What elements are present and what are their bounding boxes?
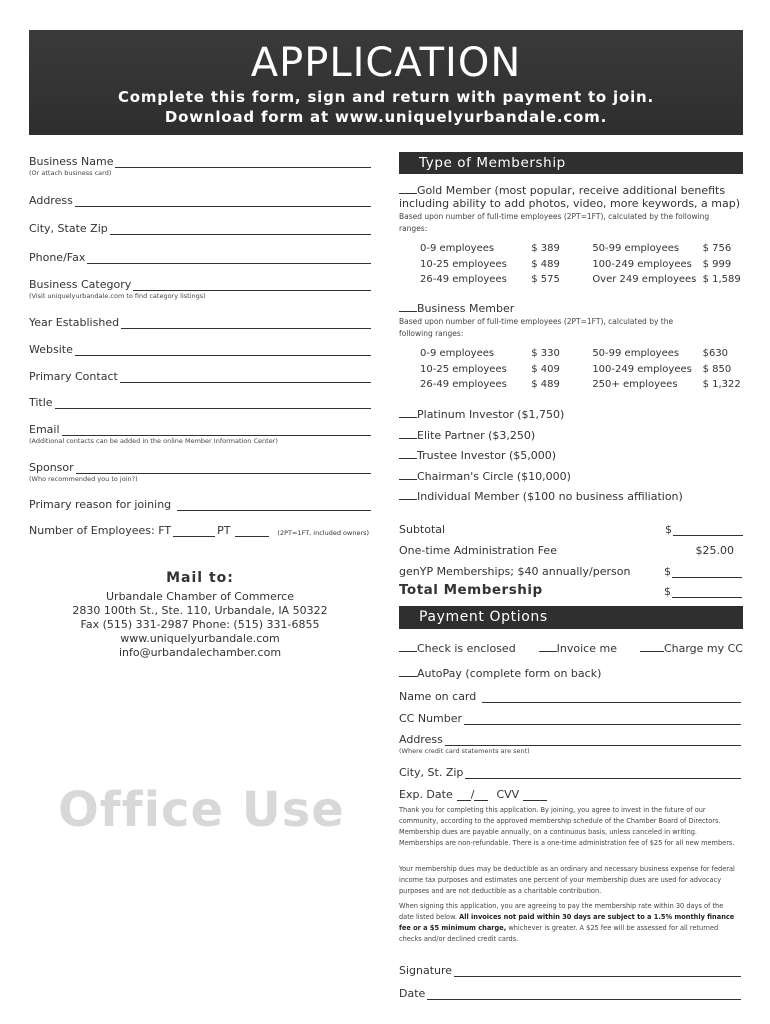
charge-cc-option[interactable] — [640, 642, 743, 655]
header-instructions: Complete this form, sign and return with payment to join. — [117, 88, 655, 106]
employees-ft-label: Number of Employees: FT — [29, 524, 172, 537]
rate-range: 50-99 employees — [592, 348, 680, 360]
terms-paragraph: Thank you for completing this application. By joining, you agree to invest in the future of our community, according to the approved membership schedule of the Chamber Board of Directors. Membership dues are payable annually, on a continuous basis, unless canceled in writing. Memberships are non-refundable. There is a one-time administration fee of $25 for all new members. — [399, 806, 735, 847]
date-label: Date — [399, 987, 426, 1000]
city-state-zip-label: City, State Zip — [29, 222, 108, 235]
admin-fee-label: One-time Administration Fee — [399, 544, 557, 557]
rate-price: $ 1,322 — [702, 379, 741, 391]
signature-label: Signature — [399, 964, 453, 977]
gold-member-option[interactable] — [399, 184, 743, 210]
signature-field[interactable] — [399, 963, 741, 977]
date-line[interactable] — [427, 990, 741, 1000]
platinum-label: Platinum Investor ($1,750) — [417, 408, 565, 421]
exp-year-line[interactable] — [474, 791, 488, 801]
primary-reason-line[interactable] — [177, 501, 371, 511]
business-name-label: Business Name — [29, 155, 114, 168]
subtotal-row[interactable] — [399, 523, 742, 536]
website-field[interactable] — [29, 342, 371, 356]
rate-range: Over 249 employees — [592, 274, 697, 286]
rate-row — [420, 346, 742, 362]
name-on-card-line[interactable] — [482, 693, 741, 703]
rate-price: $ 1,589 — [702, 274, 741, 286]
gold-member-label: Gold Member (most popular, receive additional benefits including ability to add photos, video, more keywords, a map) — [399, 184, 741, 210]
business-category-hint: (Visit uniquelyurbandale.com to find category listings) — [29, 292, 206, 300]
billing-city-field[interactable] — [399, 765, 741, 779]
autopay-label: AutoPay (complete form on back) — [417, 667, 602, 680]
rate-price: $ 999 — [702, 258, 732, 270]
cvv-label: CVV — [496, 788, 520, 801]
header-banner — [29, 30, 743, 135]
billing-address-line[interactable] — [445, 736, 741, 746]
billing-address-field[interactable] — [399, 732, 741, 755]
employees-pt-line[interactable] — [235, 527, 269, 537]
business-member-option[interactable] — [399, 302, 743, 315]
mail-to-title: Mail to: — [166, 570, 234, 586]
sponsor-field[interactable] — [29, 460, 371, 483]
payment-method-options — [399, 642, 743, 655]
payment-terms-text: When signing this application, you are agreeing to pay the membership rate within 30 days of the date listed below. — [399, 902, 724, 921]
rate-row — [420, 362, 742, 378]
primary-contact-label: Primary Contact — [29, 370, 118, 383]
gold-rate-table — [420, 241, 742, 288]
rate-range: 26-49 employees — [420, 274, 507, 286]
billing-city-line[interactable] — [465, 769, 741, 779]
dollar-sign: $ — [664, 565, 671, 578]
primary-contact-field[interactable] — [29, 369, 371, 383]
tax-paragraph: Your membership dues may be deductible as an ordinary and necessary business expense for federal income tax purposes and estimates one percent of your membership dues are used for advocacy purposes and are not deductible as a charitable contribution. — [399, 865, 735, 895]
primary-contact-line[interactable] — [120, 373, 371, 383]
rate-price: $ 389 — [531, 243, 560, 255]
signature-line[interactable] — [454, 967, 741, 977]
rate-price: $ 575 — [531, 274, 560, 286]
email-hint: (Additional contacts can be added in the online Member Information Center) — [29, 437, 278, 445]
city-state-zip-field[interactable] — [29, 221, 371, 235]
business-rate-table — [420, 346, 742, 393]
name-on-card-field[interactable] — [399, 689, 741, 703]
rate-range: 100-249 employees — [592, 363, 692, 375]
check-label: Check is enclosed — [417, 642, 516, 655]
total-row[interactable] — [399, 582, 742, 598]
individual-checkbox-line[interactable] — [399, 491, 417, 500]
elite-label: Elite Partner ($3,250) — [417, 429, 536, 442]
membership-heading: Type of Membership — [399, 152, 743, 174]
platinum-investor-option[interactable] — [399, 408, 564, 421]
title-line[interactable] — [55, 399, 371, 409]
address-label: Address — [29, 194, 73, 207]
phone-fax-field[interactable] — [29, 250, 371, 264]
total-label: Total Membership — [399, 582, 543, 598]
check-checkbox-line[interactable] — [399, 643, 417, 652]
title-label: Title — [29, 396, 53, 409]
business-member-note: Based upon number of full-time employees (2PT=1FT), calculated by the following ranges: — [399, 317, 674, 338]
trustee-investor-option[interactable] — [399, 449, 556, 462]
email-label: Email — [29, 423, 60, 436]
date-field[interactable] — [399, 986, 741, 1000]
exp-month-line[interactable] — [457, 791, 471, 801]
rate-price: $ 489 — [531, 258, 560, 270]
chairmans-circle-option[interactable] — [399, 470, 571, 483]
billing-address-hint: (Where credit card statements are sent) — [399, 747, 530, 755]
genyp-line[interactable] — [672, 569, 742, 578]
sponsor-label: Sponsor — [29, 461, 74, 474]
exp-date-label: Exp. Date — [399, 788, 453, 801]
email-field[interactable] — [29, 422, 371, 445]
mail-website: www.uniquelyurbandale.com — [120, 632, 280, 645]
year-established-line[interactable] — [121, 319, 371, 329]
rate-range: 50-99 employees — [592, 243, 680, 255]
employees-note: (2PT=1FT, included owners) — [277, 529, 370, 537]
cc-number-line[interactable] — [464, 715, 741, 725]
business-category-label: Business Category — [29, 278, 132, 291]
payment-heading: Payment Options — [399, 606, 743, 629]
rate-range: 10-25 employees — [420, 258, 507, 270]
rate-row — [420, 377, 742, 393]
employees-field[interactable] — [29, 524, 374, 537]
exp-cvv-field[interactable]: Exp. Date / CVV — [399, 787, 599, 801]
autopay-checkbox-line[interactable] — [399, 668, 417, 677]
phone-fax-line[interactable] — [87, 254, 371, 264]
sponsor-hint: (Who recommended you to join?) — [29, 475, 138, 483]
dollar-sign: $ — [664, 585, 671, 598]
rate-range: 250+ employees — [592, 379, 678, 391]
individual-member-option[interactable] — [399, 490, 683, 503]
address-line[interactable] — [75, 197, 371, 207]
returned-check-text: whichever is greater. A $25 fee will be assessed for all returned checks and/or declined credit cards. — [399, 923, 719, 943]
primary-reason-field[interactable] — [29, 497, 371, 511]
business-name-hint: (Or attach business card) — [29, 169, 112, 177]
cc-number-label: CC Number — [399, 712, 463, 725]
rate-range: 100-249 employees — [592, 258, 692, 270]
invoice-option[interactable] — [539, 642, 617, 655]
charge-checkbox-line[interactable] — [640, 643, 664, 652]
elite-checkbox-line[interactable] — [399, 430, 417, 439]
city-state-zip-line[interactable] — [110, 225, 371, 235]
business-category-line[interactable] — [133, 281, 371, 291]
title-field[interactable] — [29, 395, 371, 409]
mail-address-line: Urbandale Chamber of Commerce — [106, 590, 294, 603]
rate-price: $ 850 — [702, 363, 732, 375]
genyp-label: genYP Memberships; $40 annually/person — [399, 565, 631, 578]
website-label: Website — [29, 343, 73, 356]
finance-fee-text: All invoices not paid within 30 days are subject to a 1.5% monthly finance fee or a $5 minimum charge, — [399, 912, 735, 932]
platinum-checkbox-line[interactable] — [399, 409, 417, 418]
sponsor-line[interactable] — [76, 464, 371, 474]
employees-pt-label: PT — [217, 524, 231, 537]
invoice-label: Invoice me — [556, 642, 617, 655]
business-name-field[interactable] — [29, 154, 371, 177]
primary-reason-label: Primary reason for joining — [29, 498, 172, 511]
rate-range: 10-25 employees — [420, 363, 507, 375]
billing-city-label: City, St. Zip — [399, 766, 464, 779]
individual-label: Individual Member ($100 no business affiliation) — [417, 490, 683, 503]
elite-partner-option[interactable] — [399, 429, 535, 442]
business-member-checkbox-line[interactable] — [399, 303, 417, 312]
cc-number-field[interactable] — [399, 711, 741, 725]
admin-fee-amount: $25.00 — [695, 544, 734, 557]
email-line[interactable] — [62, 426, 371, 436]
genyp-row[interactable] — [399, 565, 742, 578]
subtotal-line[interactable] — [673, 527, 743, 536]
chairmans-checkbox-line[interactable] — [399, 471, 417, 480]
admin-fee-row — [399, 544, 742, 557]
year-established-field[interactable] — [29, 315, 371, 329]
mail-address-line: 2830 100th St., Ste. 110, Urbandale, IA 50322 — [72, 604, 328, 617]
rate-price: $ 330 — [531, 348, 560, 360]
rate-price: $ 489 — [531, 379, 560, 391]
rate-range: 26-49 employees — [420, 379, 507, 391]
page-title: APPLICATION — [250, 40, 522, 86]
mail-contact-line: Fax (515) 331-2987 Phone: (515) 331-6855 — [80, 618, 320, 631]
billing-address-label: Address — [399, 733, 443, 746]
name-on-card-label: Name on card — [399, 690, 477, 703]
rate-price: $ 756 — [702, 243, 732, 255]
rate-range: 0-9 employees — [420, 348, 495, 360]
payment-terms-paragraph — [399, 901, 739, 945]
dollar-sign: $ — [665, 523, 672, 536]
office-use-watermark: Office Use — [58, 782, 345, 838]
rate-range: 0-9 employees — [420, 243, 495, 255]
business-category-field[interactable] — [29, 277, 371, 300]
mail-to-block — [29, 570, 371, 660]
business-member-label: Business Member — [417, 302, 515, 315]
business-name-line[interactable] — [115, 158, 371, 168]
website-line[interactable] — [75, 346, 371, 356]
cvv-line[interactable] — [523, 791, 547, 801]
employees-ft-line[interactable] — [173, 527, 215, 537]
rate-price: $630 — [702, 348, 729, 360]
phone-fax-label: Phone/Fax — [29, 251, 86, 264]
mail-email: info@urbandalechamber.com — [118, 646, 282, 659]
invoice-checkbox-line[interactable] — [539, 643, 557, 652]
year-established-label: Year Established — [29, 316, 120, 329]
rate-row — [420, 241, 742, 257]
rate-row — [420, 272, 742, 288]
autopay-option[interactable] — [399, 667, 601, 680]
address-field[interactable] — [29, 193, 371, 207]
gold-member-checkbox-line[interactable] — [399, 185, 417, 194]
rate-row — [420, 257, 742, 273]
charge-label: Charge my CC — [663, 642, 743, 655]
gold-member-note: Based upon number of full-time employees (2PT=1FT), calculated by the following ranges: — [399, 212, 710, 233]
check-enclosed-option[interactable] — [399, 642, 516, 655]
total-line[interactable] — [672, 589, 742, 598]
trustee-checkbox-line[interactable] — [399, 450, 417, 459]
trustee-label: Trustee Investor ($5,000) — [417, 449, 557, 462]
rate-price: $ 409 — [531, 363, 560, 375]
chairmans-label: Chairman's Circle ($10,000) — [417, 470, 571, 483]
subtotal-label: Subtotal — [399, 523, 446, 536]
header-download-link: Download form at www.uniquelyurbandale.com. — [164, 108, 608, 126]
